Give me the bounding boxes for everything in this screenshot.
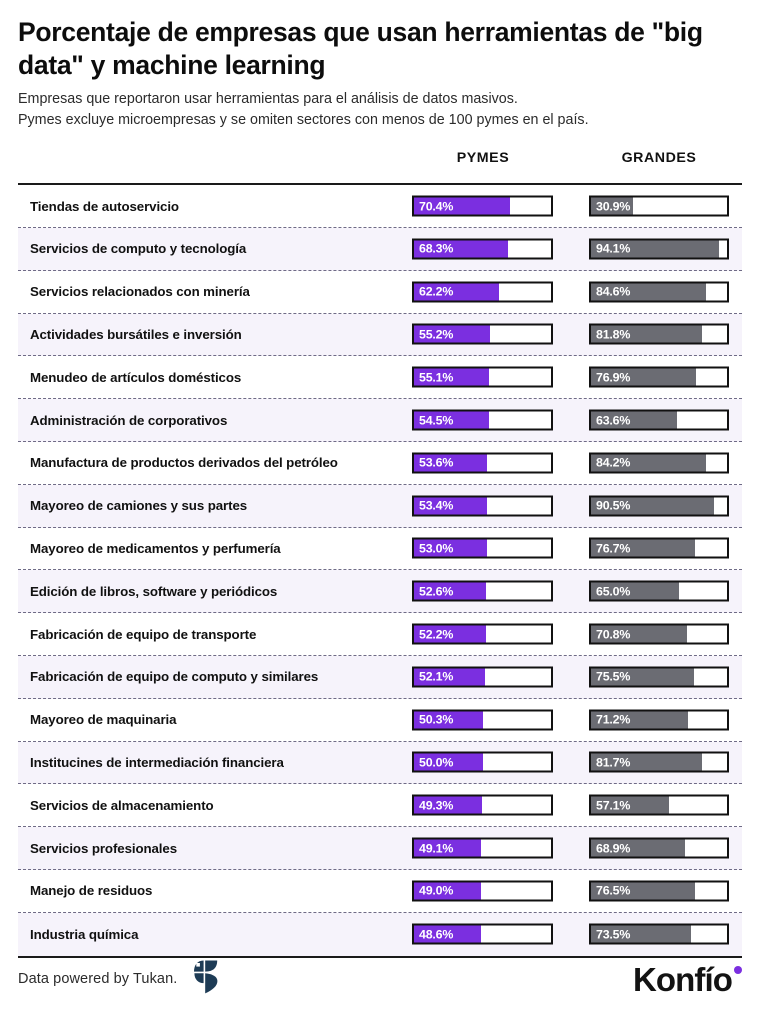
row-label: Fabricación de equipo de computo y similares [30,669,319,685]
bar-cell-pymes [412,196,553,217]
row-label: Edición de libros, software y periódicos [30,583,278,599]
bar-track-grandes [589,624,729,645]
bar-cell-pymes [412,367,553,388]
row-label: Servicios relacionados con minería [30,284,250,300]
bar-cell-pymes [412,838,553,859]
bar-value-grandes: 94.1% [596,241,631,256]
table-row [18,356,742,399]
row-label: Fabricación de equipo de transporte [30,626,257,642]
bar-cell-pymes [412,624,553,645]
bar-value-pymes: 55.1% [419,370,454,385]
table-row [18,656,742,699]
bar-track-pymes [412,495,553,516]
bar-value-grandes: 71.2% [596,712,631,727]
bar-cell-pymes [412,410,553,431]
bar-value-pymes: 49.1% [419,841,454,856]
column-headers [18,150,742,176]
row-label: Actividades bursátiles e inversión [30,326,242,342]
bar-value-pymes: 55.2% [419,327,454,342]
bar-track-pymes [412,367,553,388]
bar-cell-grandes [589,196,729,217]
bar-value-pymes: 53.4% [419,498,454,513]
table-row [18,485,742,528]
column-header-grandes: GRANDES [621,150,697,167]
bar-track-pymes [412,666,553,687]
table-row [18,442,742,485]
bar-track-pymes [412,581,553,602]
brand-name: Konfío [632,960,732,998]
data-credit-text: Data powered by Tukan. [18,971,178,987]
bar-value-pymes: 48.6% [419,927,454,942]
row-label: Industria química [30,926,139,942]
bar-track-grandes [589,452,729,473]
bar-value-grandes: 30.9% [596,199,631,214]
bar-track-pymes [412,410,553,431]
bar-track-grandes [589,281,729,302]
bar-value-grandes: 84.2% [596,455,631,470]
column-header-pymes: PYMES [456,150,510,167]
bar-value-pymes: 53.6% [419,455,454,470]
row-label: Servicios de computo y tecnología [30,241,247,257]
bar-track-grandes [589,880,729,901]
bar-value-pymes: 70.4% [419,199,454,214]
bar-value-pymes: 49.3% [419,798,454,813]
konfio-brand-logo [632,960,742,998]
bar-value-grandes: 73.5% [596,927,631,942]
row-label: Institucines de intermediación financiera [30,754,284,770]
bar-value-grandes: 68.9% [596,841,631,856]
bar-track-grandes [589,196,729,217]
table-row [18,827,742,870]
bar-value-pymes: 52.2% [419,627,454,642]
chart-subtitle [18,89,742,132]
table-row [18,699,742,742]
bar-value-pymes: 49.0% [419,883,454,898]
bar-cell-grandes [589,452,729,473]
bar-value-pymes: 50.3% [419,712,454,727]
bar-cell-pymes [412,752,553,773]
bar-cell-grandes [589,880,729,901]
bar-cell-grandes [589,924,729,945]
subtitle-line-1: Empresas que reportaron usar herramientas para el análisis de datos masivos. [18,90,518,107]
bar-cell-grandes [589,324,729,345]
bar-track-grandes [589,924,729,945]
table-row [18,742,742,785]
bar-track-grandes [589,581,729,602]
chart-header [18,0,742,132]
bar-track-grandes [589,238,729,259]
table-row [18,314,742,357]
bar-track-pymes [412,538,553,559]
bar-track-pymes [412,196,553,217]
table-row [18,913,742,956]
page-title: Porcentaje de empresas que usan herramientas de "big data" y machine learning [18,17,703,81]
bar-value-grandes: 76.9% [596,370,631,385]
bar-cell-grandes [589,281,729,302]
bar-value-grandes: 84.6% [596,284,631,299]
bar-value-grandes: 81.8% [596,327,631,342]
bar-track-grandes [589,538,729,559]
bar-cell-pymes [412,324,553,345]
subtitle-line-2: Pymes excluye microempresas y se omiten sectores con menos de 100 pymes en el país. [18,112,589,129]
row-label: Manufactura de productos derivados del petróleo [30,455,338,471]
bar-track-pymes [412,924,553,945]
bar-cell-grandes [589,410,729,431]
bar-cell-pymes [412,924,553,945]
table-row [18,399,742,442]
row-label: Servicios profesionales [30,840,177,856]
bar-track-grandes [589,709,729,730]
bar-track-grandes [589,367,729,388]
chart-footer [18,952,742,1006]
bar-value-grandes: 90.5% [596,498,631,513]
bar-value-grandes: 76.5% [596,883,631,898]
bar-value-pymes: 52.1% [419,669,454,684]
bar-cell-grandes [589,495,729,516]
bar-track-grandes [589,795,729,816]
bar-track-pymes [412,624,553,645]
bar-track-pymes [412,880,553,901]
bar-track-pymes [412,795,553,816]
bar-track-pymes [412,238,553,259]
bar-value-pymes: 50.0% [419,755,454,770]
row-label: Mayoreo de medicamentos y perfumería [30,540,281,556]
bar-cell-grandes [589,752,729,773]
bar-value-grandes: 70.8% [596,627,631,642]
bar-track-pymes [412,838,553,859]
row-label: Mayoreo de maquinaria [30,712,177,728]
bar-cell-pymes [412,238,553,259]
table-row [18,271,742,314]
tukan-bird-logo-icon [190,960,220,999]
table-row [18,784,742,827]
bar-track-pymes [412,324,553,345]
bar-track-grandes [589,324,729,345]
row-label: Administración de corporativos [30,412,228,428]
bar-cell-pymes [412,281,553,302]
table-row [18,570,742,613]
bar-cell-grandes [589,795,729,816]
bar-cell-grandes [589,538,729,559]
chart-table [18,183,742,957]
bar-track-pymes [412,281,553,302]
bar-track-pymes [412,452,553,473]
bar-value-pymes: 62.2% [419,284,454,299]
bar-track-pymes [412,709,553,730]
bar-cell-grandes [589,238,729,259]
table-row [18,185,742,228]
bar-track-grandes [589,666,729,687]
bar-cell-grandes [589,624,729,645]
bar-cell-pymes [412,581,553,602]
bar-cell-pymes [412,880,553,901]
brand-accent-dot-icon [734,966,742,974]
bar-value-grandes: 57.1% [596,798,631,813]
bar-cell-grandes [589,666,729,687]
bar-cell-grandes [589,581,729,602]
bar-cell-pymes [412,495,553,516]
bar-track-grandes [589,838,729,859]
bar-value-grandes: 75.5% [596,669,631,684]
row-label: Mayoreo de camiones y sus partes [30,498,248,514]
bar-value-pymes: 53.0% [419,541,454,556]
bar-cell-pymes [412,666,553,687]
bar-track-pymes [412,752,553,773]
row-label: Manejo de residuos [30,883,153,899]
bar-cell-pymes [412,709,553,730]
bar-cell-grandes [589,709,729,730]
table-row [18,613,742,656]
bar-value-pymes: 52.6% [419,584,454,599]
row-label: Servicios de almacenamiento [30,797,214,813]
bar-track-grandes [589,495,729,516]
bar-value-grandes: 63.6% [596,413,631,428]
bar-value-grandes: 81.7% [596,755,631,770]
table-row [18,528,742,571]
bar-value-grandes: 76.7% [596,541,631,556]
bar-value-pymes: 54.5% [419,413,454,428]
bar-cell-grandes [589,838,729,859]
data-credit [18,960,220,999]
row-label: Menudeo de artículos domésticos [30,369,242,385]
bar-value-grandes: 65.0% [596,584,631,599]
row-label: Tiendas de autoservicio [30,198,179,214]
bar-cell-pymes [412,452,553,473]
bar-track-grandes [589,752,729,773]
table-row [18,228,742,271]
bar-cell-grandes [589,367,729,388]
bar-cell-pymes [412,538,553,559]
bar-track-grandes [589,410,729,431]
bar-value-pymes: 68.3% [419,241,454,256]
table-row [18,870,742,913]
bar-cell-pymes [412,795,553,816]
